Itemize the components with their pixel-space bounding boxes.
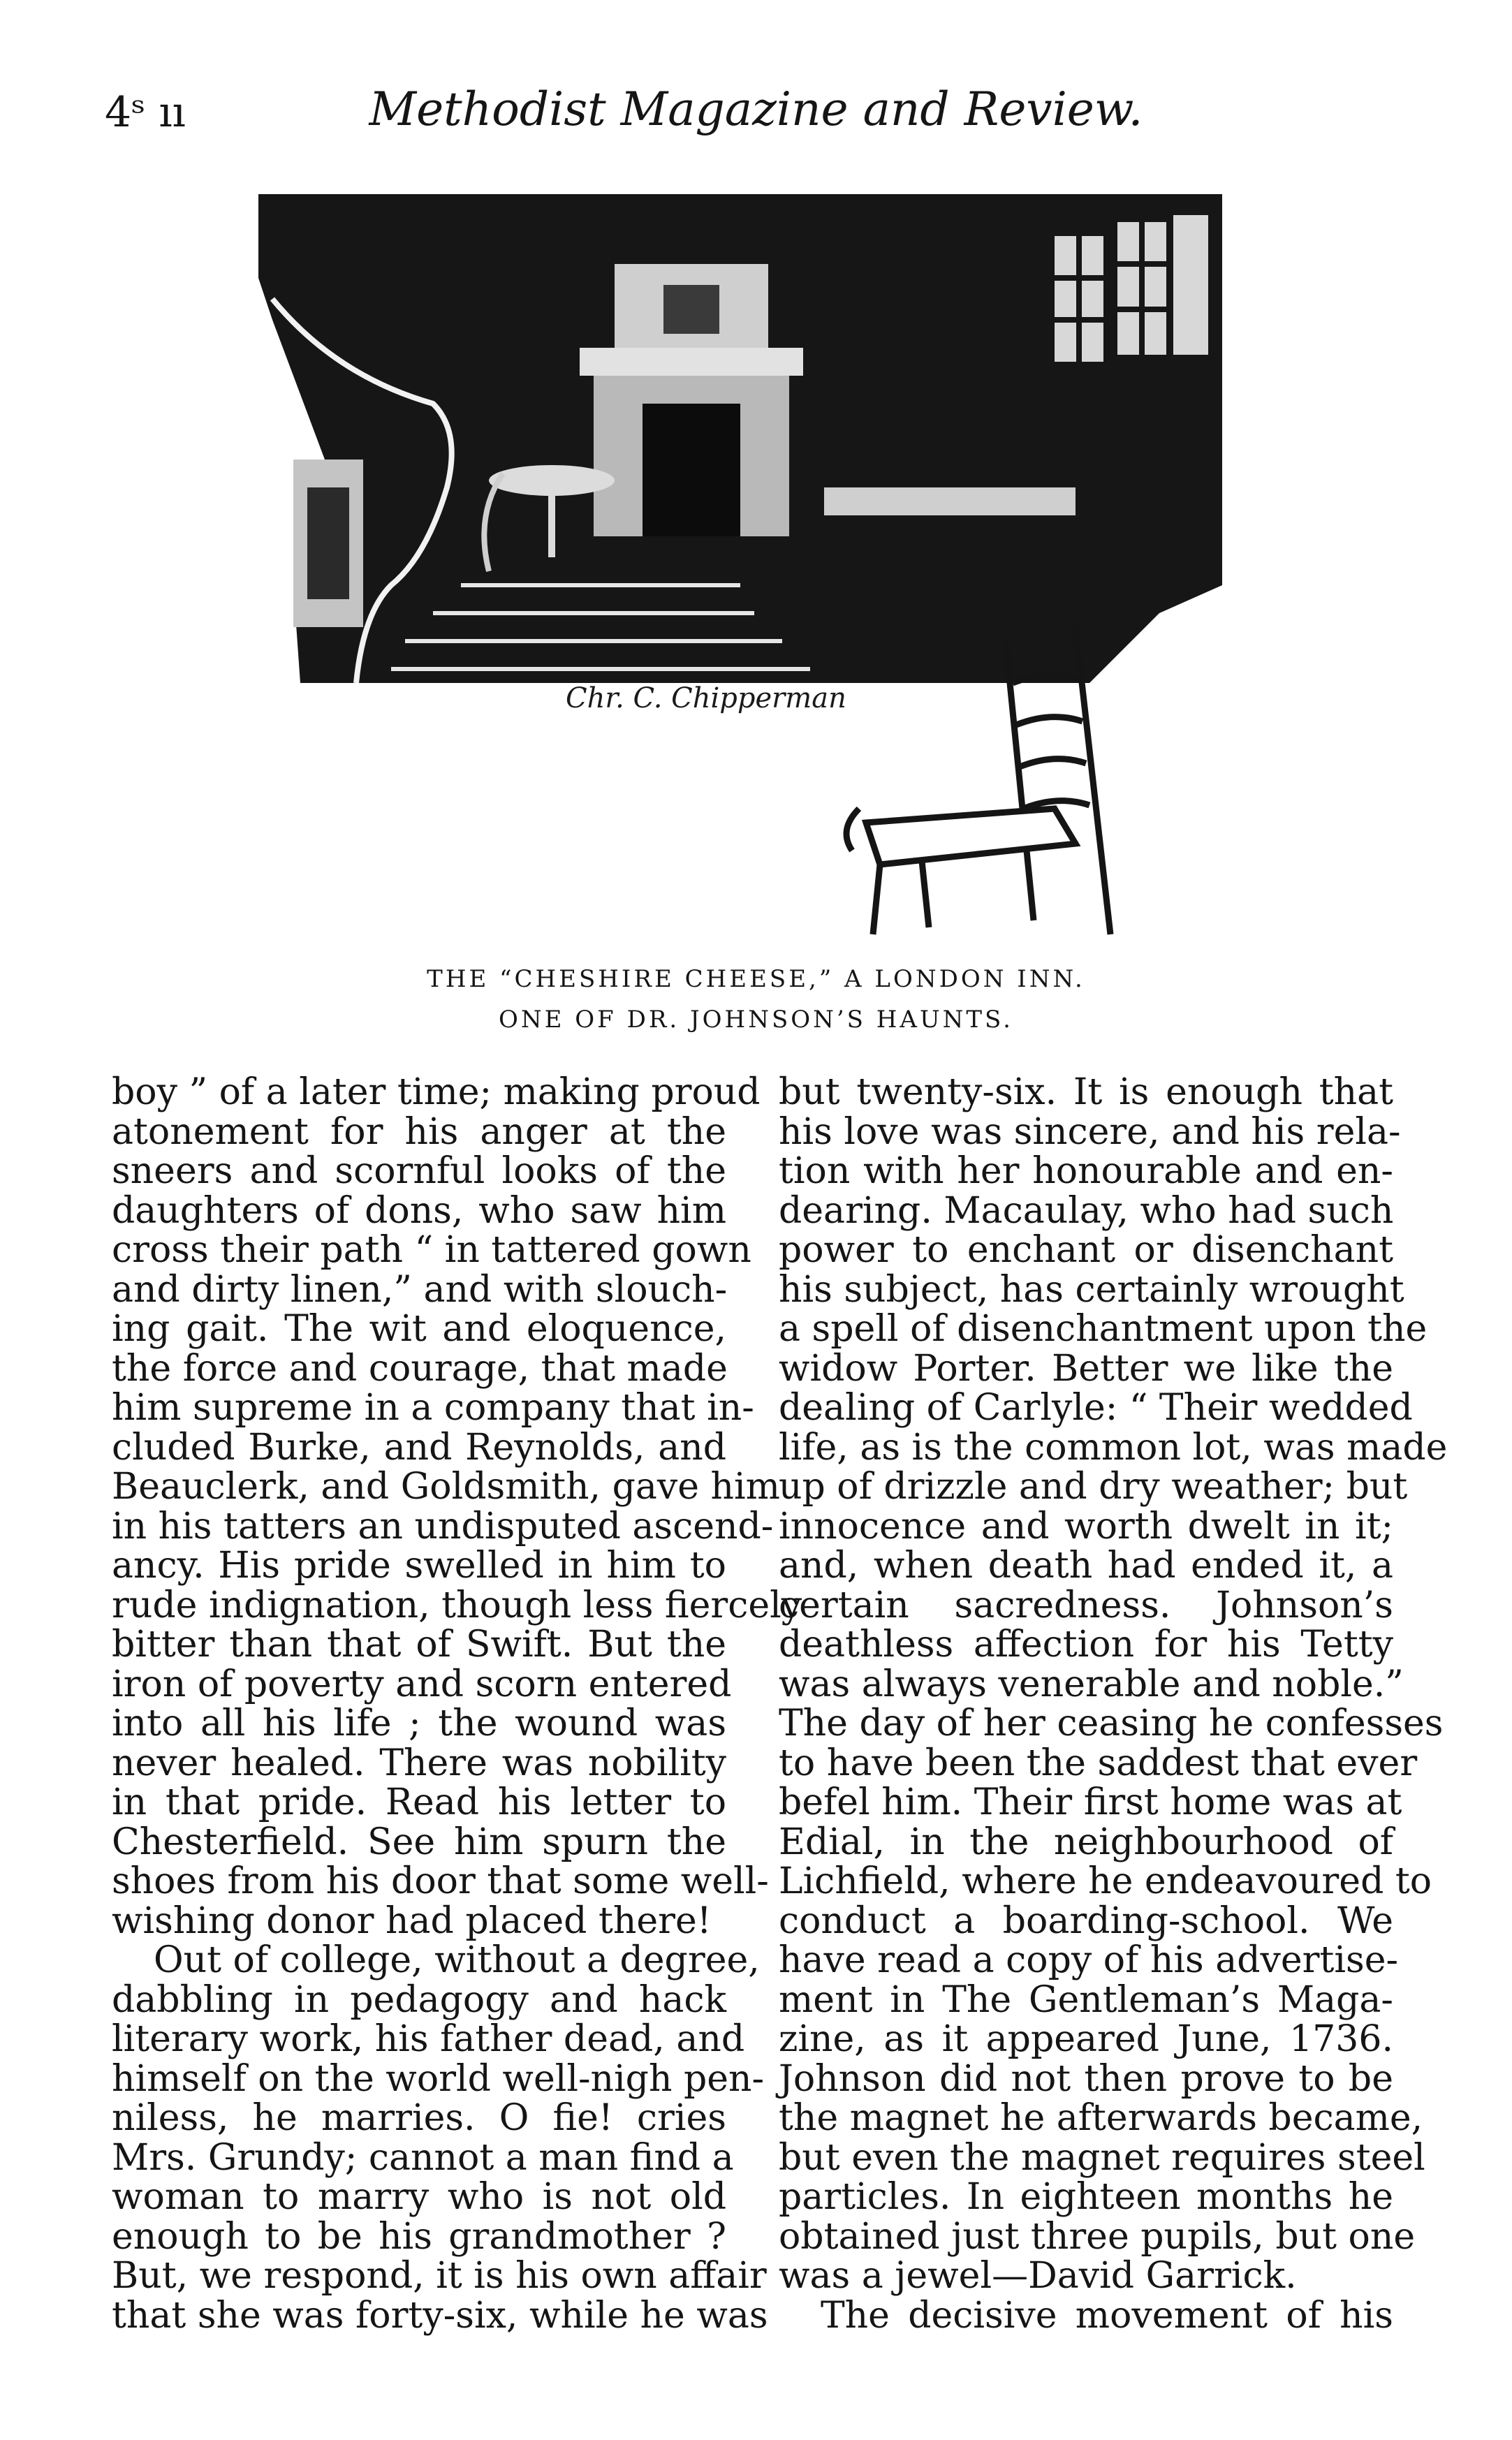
text-line: conduct a boarding-school. We bbox=[779, 1899, 1393, 1942]
text-line: was always venerable and noble.” bbox=[779, 1663, 1404, 1705]
text-line: The decisive movement of his bbox=[821, 2294, 1393, 2337]
text-line: cross their path “ in tattered gown bbox=[112, 1229, 751, 1271]
left-column bbox=[112, 1071, 802, 2337]
text-line: boy ” of a later time; making proud bbox=[112, 1071, 761, 1113]
text-line: cluded Burke, and Reynolds, and bbox=[112, 1426, 726, 1469]
text-line: but even the magnet requires steel bbox=[779, 2136, 1425, 2179]
text-line: deathless affection for his Tetty bbox=[779, 1624, 1393, 1666]
text-line: his love was sincere, and his rela- bbox=[779, 1110, 1401, 1153]
text-line: up of drizzle and dry weather; but bbox=[779, 1466, 1408, 1508]
cheshire-cheese-illustration bbox=[251, 194, 1229, 948]
text-line: his subject, has certainly wrought bbox=[779, 1268, 1404, 1311]
text-line: into all his life ; the wound was bbox=[112, 1703, 726, 1744]
text-line: iron of poverty and scorn entered bbox=[112, 1663, 732, 1705]
text-line: innocence and worth dwelt in it; bbox=[779, 1505, 1393, 1548]
text-line: The day of her ceasing he confesses bbox=[779, 1703, 1444, 1744]
illustration-caption-line2: ONE OF DR. JOHNSON’S HAUNTS. bbox=[499, 1006, 1013, 1034]
text-line: But, we respond, it is his own affair bbox=[112, 2255, 767, 2297]
text-line: dabbling in pedagogy and hack bbox=[112, 1978, 726, 2021]
text-line: certain sacredness. Johnson’s bbox=[779, 1584, 1393, 1626]
text-line: in that pride. Read his letter to bbox=[112, 1781, 726, 1823]
text-line: ing gait. The wit and eloquence, bbox=[112, 1308, 726, 1350]
text-line: zine, as it appeared June, 1736. bbox=[779, 2018, 1393, 2060]
artist-signature: Chr. C. Chipperman bbox=[566, 682, 846, 714]
text-line: and dirty linen,” and with slouch- bbox=[112, 1268, 728, 1311]
text-line: literary work, his father dead, and bbox=[112, 2018, 745, 2060]
text-line: obtained just three pupils, but one bbox=[779, 2215, 1416, 2258]
text-line: widow Porter. Better we like the bbox=[779, 1347, 1393, 1390]
text-line: niless, he marries. O fie! cries bbox=[112, 2097, 726, 2139]
text-line: in his tatters an undisputed ascend- bbox=[112, 1505, 774, 1548]
text-line: him supreme in a company that in- bbox=[112, 1387, 754, 1429]
text-line: ancy. His pride swelled in him to bbox=[112, 1545, 726, 1587]
text-line: daughters of dons, who saw him bbox=[112, 1189, 726, 1232]
text-line: woman to marry who is not old bbox=[112, 2176, 726, 2218]
text-line: shoes from his door that some well- bbox=[112, 1860, 769, 1902]
page-number: 4ˢ ıı bbox=[105, 88, 186, 137]
text-line: have read a copy of his advertise- bbox=[779, 1939, 1399, 1981]
text-line: Out of college, without a degree, bbox=[154, 1939, 760, 1981]
page-header bbox=[0, 82, 1512, 152]
text-line: sneers and scornful looks of the bbox=[112, 1150, 726, 1192]
text-line: was a jewel—David Garrick. bbox=[779, 2255, 1297, 2297]
text-line: atonement for his anger at the bbox=[112, 1110, 726, 1153]
text-line: ment in The Gentleman’s Maga- bbox=[779, 1978, 1393, 2021]
text-line: Mrs. Grundy; cannot a man find a bbox=[112, 2136, 734, 2179]
running-title: Methodist Magazine and Review. bbox=[369, 82, 1143, 136]
text-line: Lichfield, where he endeavoured to bbox=[779, 1860, 1432, 1902]
text-line: wishing donor had placed there! bbox=[112, 1899, 712, 1942]
right-column bbox=[779, 1071, 1448, 2337]
illustration-caption-line1: THE “CHESHIRE CHEESE,” A LONDON INN. bbox=[427, 965, 1085, 993]
text-line: befel him. Their first home was at bbox=[779, 1781, 1402, 1823]
text-line: never healed. There was nobility bbox=[112, 1742, 726, 1784]
text-line: bitter than that of Swift. But the bbox=[112, 1624, 726, 1666]
text-line: tion with her honourable and en- bbox=[779, 1150, 1393, 1192]
text-line: the force and courage, that made bbox=[112, 1347, 728, 1390]
text-line: the magnet he afterwards became, bbox=[779, 2097, 1423, 2139]
text-line: Beauclerk, and Goldsmith, gave him bbox=[112, 1466, 780, 1508]
text-line: himself on the world well-nigh pen- bbox=[112, 2057, 765, 2100]
text-line: rude indignation, though less fiercely bbox=[112, 1584, 802, 1626]
text-line: Johnson did not then prove to be bbox=[779, 2057, 1393, 2100]
text-line: that she was forty-six, while he was bbox=[112, 2294, 768, 2337]
text-line: dearing. Macaulay, who had such bbox=[779, 1189, 1394, 1232]
text-line: a spell of disenchantment upon the bbox=[779, 1308, 1427, 1350]
text-line: life, as is the common lot, was made bbox=[779, 1426, 1448, 1469]
text-line: and, when death had ended it, a bbox=[779, 1545, 1393, 1587]
text-line: power to enchant or disenchant bbox=[779, 1229, 1393, 1271]
text-line: Edial, in the neighbourhood of bbox=[779, 1821, 1393, 1863]
text-line: particles. In eighteen months he bbox=[779, 2176, 1393, 2218]
text-line: enough to be his grandmother ? bbox=[112, 2215, 726, 2258]
text-line: but twenty-six. It is enough that bbox=[779, 1071, 1393, 1113]
text-line: Chesterfield. See him spurn the bbox=[112, 1821, 726, 1863]
text-line: to have been the saddest that ever bbox=[779, 1742, 1418, 1784]
text-line: dealing of Carlyle: “ Their wedded bbox=[779, 1387, 1413, 1429]
